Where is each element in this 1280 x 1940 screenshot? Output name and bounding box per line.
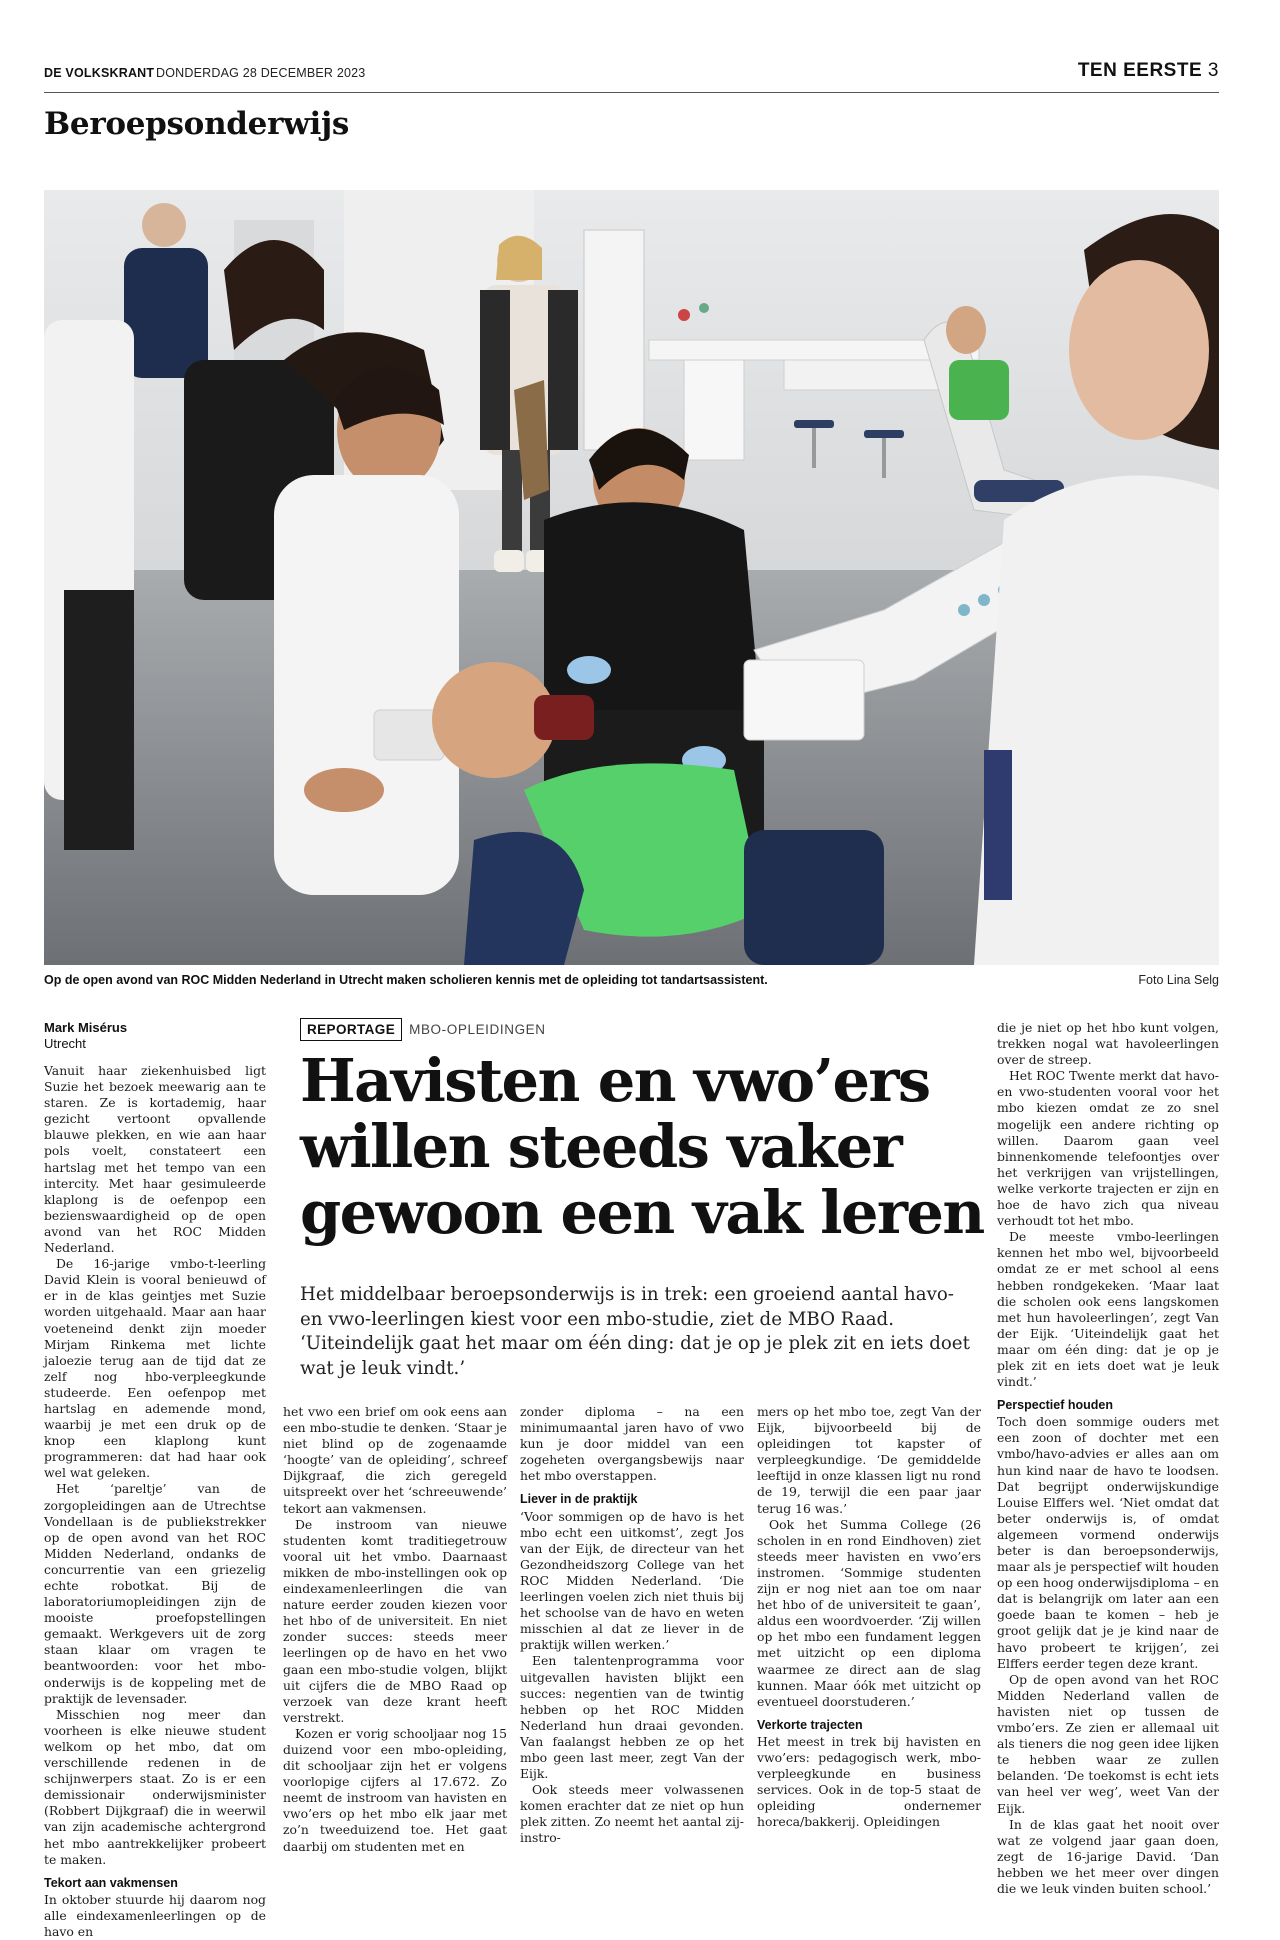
paragraph: De 16-jarige vmbo-t-leerling David Klein is vooral benieuwd of er in de klas geintjes met Suzie worden uitgehaald. Maar aan haar voeteneind denkt zijn moeder Mirjam Rinkema met lichte jaloezie terug aan de tijd dat ze zelf nog hbo-verpleegkunde studeerde. Een oefenpop met hartslag en ademende mond, waarbij je met een druk op de knop een klaplong kunt programmeren: dat had haar ook wel wat geleken. <box>44 1256 266 1481</box>
paragraph: Het ROC Twente merkt dat havo- en vwo-studenten vooral voor het mbo kiezen omdat ze zo snel mogelijk een andere richting op willen. Daarom gaan veel binnenkomende telefoontjes over het verkrijgen van vrijstellingen, welke verkorte trajecten er zijn en hoe de havo zich qua niveau verhoudt tot het mbo. <box>997 1068 1219 1229</box>
body-column-1 <box>44 1063 266 1940</box>
headline: Havisten en vwo’ers willen steeds vaker gewoon een vak leren <box>300 1046 984 1247</box>
section-title <box>1078 60 1219 82</box>
article-kicker <box>300 1015 546 1043</box>
paragraph: Het ‘pareltje’ van de zorgopleidingen aan de Utrechtse Vondellaan is de publiekstrekker op de open avond van het ROC Midden Nederland, ondanks de concurrentie van een griezelig echte robotkat. Bij de laboratoriumopleidingen zijn de mooiste proefopstellingen gemaakt. Werkgevers uit de zorg staan klaar om vragen te beantwoorden: voor het mbo-onderwijs is de koppeling met de praktijk de levensader. <box>44 1481 266 1706</box>
byline <box>44 1020 274 1052</box>
kicker-topic: MBO-OPLEIDINGEN <box>409 1021 546 1037</box>
paragraph: Het meest in trek bij havisten en vwo’ers: pedagogisch werk, mbo-verpleegkunde en business services. Ook in de top-5 staat de opleiding ondernemer horeca/bakkerij. Opleidingen <box>757 1733 981 1830</box>
paragraph: In oktober stuurde hij daarom nog alle eindexamenleerlingen op de havo en <box>44 1891 266 1939</box>
issue-date: DONDERDAG 28 DECEMBER 2023 <box>156 66 366 80</box>
body-column-5 <box>997 1020 1219 1897</box>
dental-classroom-illustration <box>44 190 1219 965</box>
subheading: Perspectief houden <box>997 1398 1113 1413</box>
page-number: 3 <box>1207 60 1219 81</box>
photo-caption <box>44 973 1219 987</box>
section-label: TEN EERSTE <box>1077 60 1203 81</box>
lead-paragraph: Het middelbaar beroepsonderwijs is in trek: een groeiend aantal havo- en vwo-leerlingen kiest voor een mbo-studie, ziet de MBO Raad. ‘Uiteindelijk gaat het maar om één ding: dat je op je plek zit en iets doet wat je leuk vindt.’ <box>300 1284 970 1379</box>
paragraph: Kozen er vorig schooljaar nog 15 duizend voor een mbo-opleiding, dit schooljaar zijn het er volgens voorlopige cijfers al 17.672. Zo neemt de instroom van havisten en vwo’ers op het mbo elk jaar met zo’n tweeduizend toe. Het gaat daarbij om studenten met en <box>283 1725 507 1854</box>
paragraph: Een talentenprogramma voor uitgevallen havisten blijkt een succes: negentien van de twintig hebben op het ROC Midden Nederland hun draai gevonden. Van faalangst hebben ze op het mbo geen last meer, zegt Van der Eijk. <box>520 1653 744 1782</box>
paragraph: ‘Voor sommigen op de havo is het mbo echt een uitkomst’, zegt Jos van der Eijk, de directeur van het Gezondheidszorg College van het ROC Midden Nederland. ‘Die leerlingen voelen zich niet thuis bij het schoolse van de havo en weten misschien al dat ze liever in de praktijk willen werken.’ <box>520 1508 744 1653</box>
author-name: Mark Misérus <box>44 1020 128 1035</box>
paragraph: Ook het Summa College (26 scholen in en rond Eindhoven) ziet steeds meer havisten en vwo’ers instromen. ‘Sommige studenten zijn er nog niet aan toe om naar het hbo of de universiteit te gaan’, aldus een woordvoerder. ‘Zij willen op het mbo een fundament leggen met uitzicht op een diploma waarmee ze direct aan de slag kunnen. Maar óók met uitzicht op eventueel doorstuderen.’ <box>757 1516 981 1709</box>
paragraph: Ook steeds meer volwassenen komen erachter dat ze niet op hun plek zitten. Zo neemt het aantal zij-instro- <box>520 1782 744 1846</box>
paragraph: het vwo een brief om ook eens aan een mbo-studie te denken. ‘Staar je niet blind op de zogenaamde ‘hoogte’ van de opleiding’, schreef Dijkgraaf, die zich geregeld uitspreekt over het ‘schreeuwende’ tekort aan vakmensen. <box>283 1404 507 1516</box>
article-photo <box>44 190 1219 965</box>
author-location: Utrecht <box>44 1036 86 1051</box>
paragraph: zonder diploma – na een minimumaantal jaren havo of vwo kun je door middel van een zogeheten overgangsbewijs naar het mbo overstappen. <box>520 1404 744 1484</box>
body-column-4 <box>757 1404 981 1830</box>
body-column-2 <box>283 1404 507 1855</box>
paragraph: Toch doen sommige ouders met een zoon of dochter met een vmbo/havo-advies er alles aan om hun kind naar de havo te loodsen. Dat begrijpt onderwijskundige Louise Elffers wel. ‘Niet omdat dat beter onderwijs is, of omdat algemeen vormend onderwijs beter is dan beroepsonderwijs, maar als je perspectief wilt houden op een hoog onderwijsdiploma – en dat is belangrijk om later aan een goede baan te komen – heb je groot gelijk dat je je kind naar de havo probeert te krijgen’, zei Elffers eerder tegen deze krant. <box>997 1414 1219 1671</box>
body-column-3 <box>520 1404 744 1847</box>
header-rule <box>44 92 1219 93</box>
paragraph: De meeste vmbo-leerlingen kennen het mbo wel, bijvoorbeeld omdat ze er met school al eens hebben rondgekeken. ‘Maar laat die scholen ook eens langskomen met hun havoleerlingen’, zegt Van der Eijk. ‘Uiteindelijk gaat het maar om één ding: dat je op je plek zit en iets doet wat je leuk vindt.’ <box>997 1229 1219 1390</box>
paragraph: Op de open avond van het ROC Midden Nederland vallen de havisten niet op tussen de vmbo’ers. Ze zien er allemaal uit als tieners die nog geen idee lijken te hebben waar ze zullen belanden. ‘De toekomst is echt iets van heel ver weg’, weet Van der Eijk. <box>997 1671 1219 1816</box>
subheading: Liever in de praktijk <box>520 1492 638 1507</box>
paragraph: Vanuit haar ziekenhuisbed ligt Suzie het bezoek meewarig aan te staren. Ze is kortademig, haar gezicht vertoont opvallende blauwe plekken, en wie aan haar pols voelt, constateert een hartslag met het tempo van een intercity. Met haar gesimuleerde klaplong is de oefenpop een bezienswaardigheid op de open avond van het ROC Midden Nederland. <box>44 1063 266 1256</box>
subheading: Tekort aan vakmensen <box>44 1875 178 1890</box>
paragraph: In de klas gaat het nooit over wat ze volgend jaar gaan doen, zegt de 16-jarige David. ‘Dan hebben we het meer over dingen die we leuk vinden buiten school.’ <box>997 1816 1219 1896</box>
paragraph: Misschien nog meer dan voorheen is elke nieuwe student welkom op het mbo, dat om verschillende redenen in de schijnwerpers staat. Zo is er een demissionair onderwijsminister (Robbert Dijkgraaf) die in weerwil van zijn academische achtergrond het mbo aantrekkelijker probeert te maken. <box>44 1706 266 1867</box>
paragraph: De instroom van nieuwe studenten komt traditiegetrouw vooral uit het vmbo. Daarnaast mikken de mbo-instellingen ook op eindexamenleerlingen die van nature eerder zouden kiezen voor het hbo of de universiteit. En niet zonder succes: steeds meer leerlingen op de havo en het vwo gaan een mbo-studie volgen, blijkt uit cijfers die de MBO Raad op verzoek van deze krant heeft verstrekt. <box>283 1516 507 1725</box>
newspaper-name: DE VOLKSKRANT <box>44 66 155 80</box>
caption-text: Op de open avond van ROC Midden Nederland in Utrecht maken scholieren kennis met de opleiding tot tandartsassistent. <box>44 973 768 987</box>
rubric-title: Beroepsonderwijs <box>44 106 350 142</box>
paragraph: die je niet op het hbo kunt volgen, trekken nogal wat havoleerlingen over de streep. <box>997 1020 1219 1068</box>
kicker-badge: REPORTAGE <box>300 1018 402 1041</box>
subheading: Verkorte trajecten <box>757 1717 863 1732</box>
photo-credit: Foto Lina Selg <box>1138 973 1219 987</box>
paragraph: mers op het mbo toe, zegt Van der Eijk, bijvoorbeeld bij de opleidingen tot kapster of verpleegkundige. ‘De gemiddelde leeftijd in onze klassen ligt nu rond de 19, terwijl die een paar jaar terug 16 was.’ <box>757 1404 981 1516</box>
masthead <box>44 60 1219 90</box>
